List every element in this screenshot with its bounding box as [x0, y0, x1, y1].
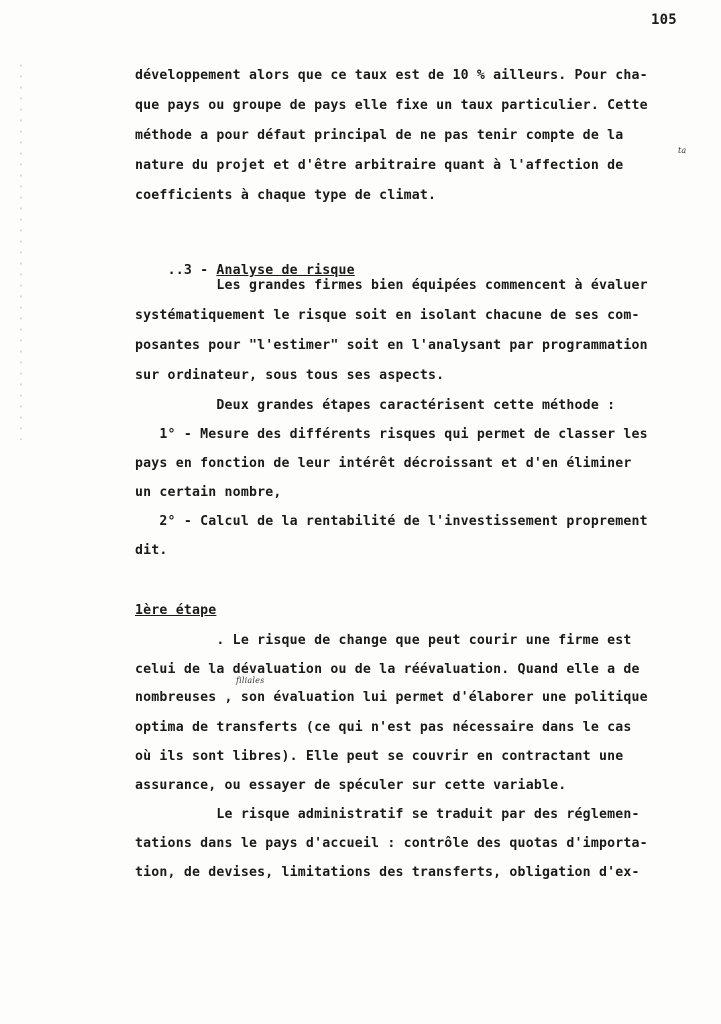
- text-line: posantes pour "l'estimer" soit en l'analysant par programmation: [135, 338, 648, 353]
- list-item-2: 2° - Calcul de la rentabilité de l'investissement proprement: [135, 514, 648, 529]
- text-line: Deux grandes étapes caractérisent cette méthode :: [135, 398, 616, 413]
- text-line: que pays ou groupe de pays elle fixe un taux particulier. Cette: [135, 98, 648, 113]
- text-line: tion, de devises, limitations des transferts, obligation d'ex-: [135, 865, 640, 880]
- text-line: celui de la dévaluation ou de la réévaluation. Quand elle a de: [135, 662, 640, 677]
- page-number: 105: [651, 12, 677, 28]
- text-line: systématiquement le risque soit en isolant chacune de ses com-: [135, 308, 640, 323]
- text-line: assurance, ou essayer de spéculer sur cette variable.: [135, 778, 567, 793]
- text-line: développement alors que ce taux est de 10 % ailleurs. Pour cha-: [135, 68, 648, 83]
- scan-margin-artifact: [18, 60, 24, 440]
- text-line: pays en fonction de leur intérêt décroissant et d'en éliminer: [135, 456, 632, 471]
- text-line: sur ordinateur, sous tous ses aspects.: [135, 368, 445, 383]
- text-line: dit.: [135, 543, 168, 558]
- section-title: Analyse de risque: [216, 263, 355, 278]
- handwritten-insert-filiales: filiales: [236, 676, 265, 685]
- text-line: Les grandes firmes bien équipées commencent à évaluer: [135, 278, 648, 293]
- text-line: nature du projet et d'être arbitraire quant à l'affection de: [135, 158, 624, 173]
- subsection-title: 1ère étape: [135, 603, 217, 618]
- text-line: coefficients à chaque type de climat.: [135, 188, 437, 203]
- text-line: un certain nombre,: [135, 485, 282, 500]
- list-item-1: 1° - Mesure des différents risques qui permet de classer les: [135, 427, 648, 442]
- text-line: nombreuses , son évaluation lui permet d'élaborer une politique: [135, 690, 648, 705]
- text-line: optima de transferts (ce qui n'est pas nécessaire dans le cas: [135, 720, 632, 735]
- text-line: méthode a pour défaut principal de ne pas tenir compte de la: [135, 128, 624, 143]
- section-number: ..3 -: [167, 263, 217, 278]
- text-line: tations dans le pays d'accueil : contrôle des quotas d'importa-: [135, 836, 648, 851]
- handwritten-insert-ta: ta: [678, 146, 687, 155]
- text-line: . Le risque de change que peut courir une firme est: [135, 633, 632, 648]
- text-line: Le risque administratif se traduit par des réglemen-: [135, 807, 640, 822]
- text-line: où ils sont libres). Elle peut se couvrir en contractant une: [135, 749, 624, 764]
